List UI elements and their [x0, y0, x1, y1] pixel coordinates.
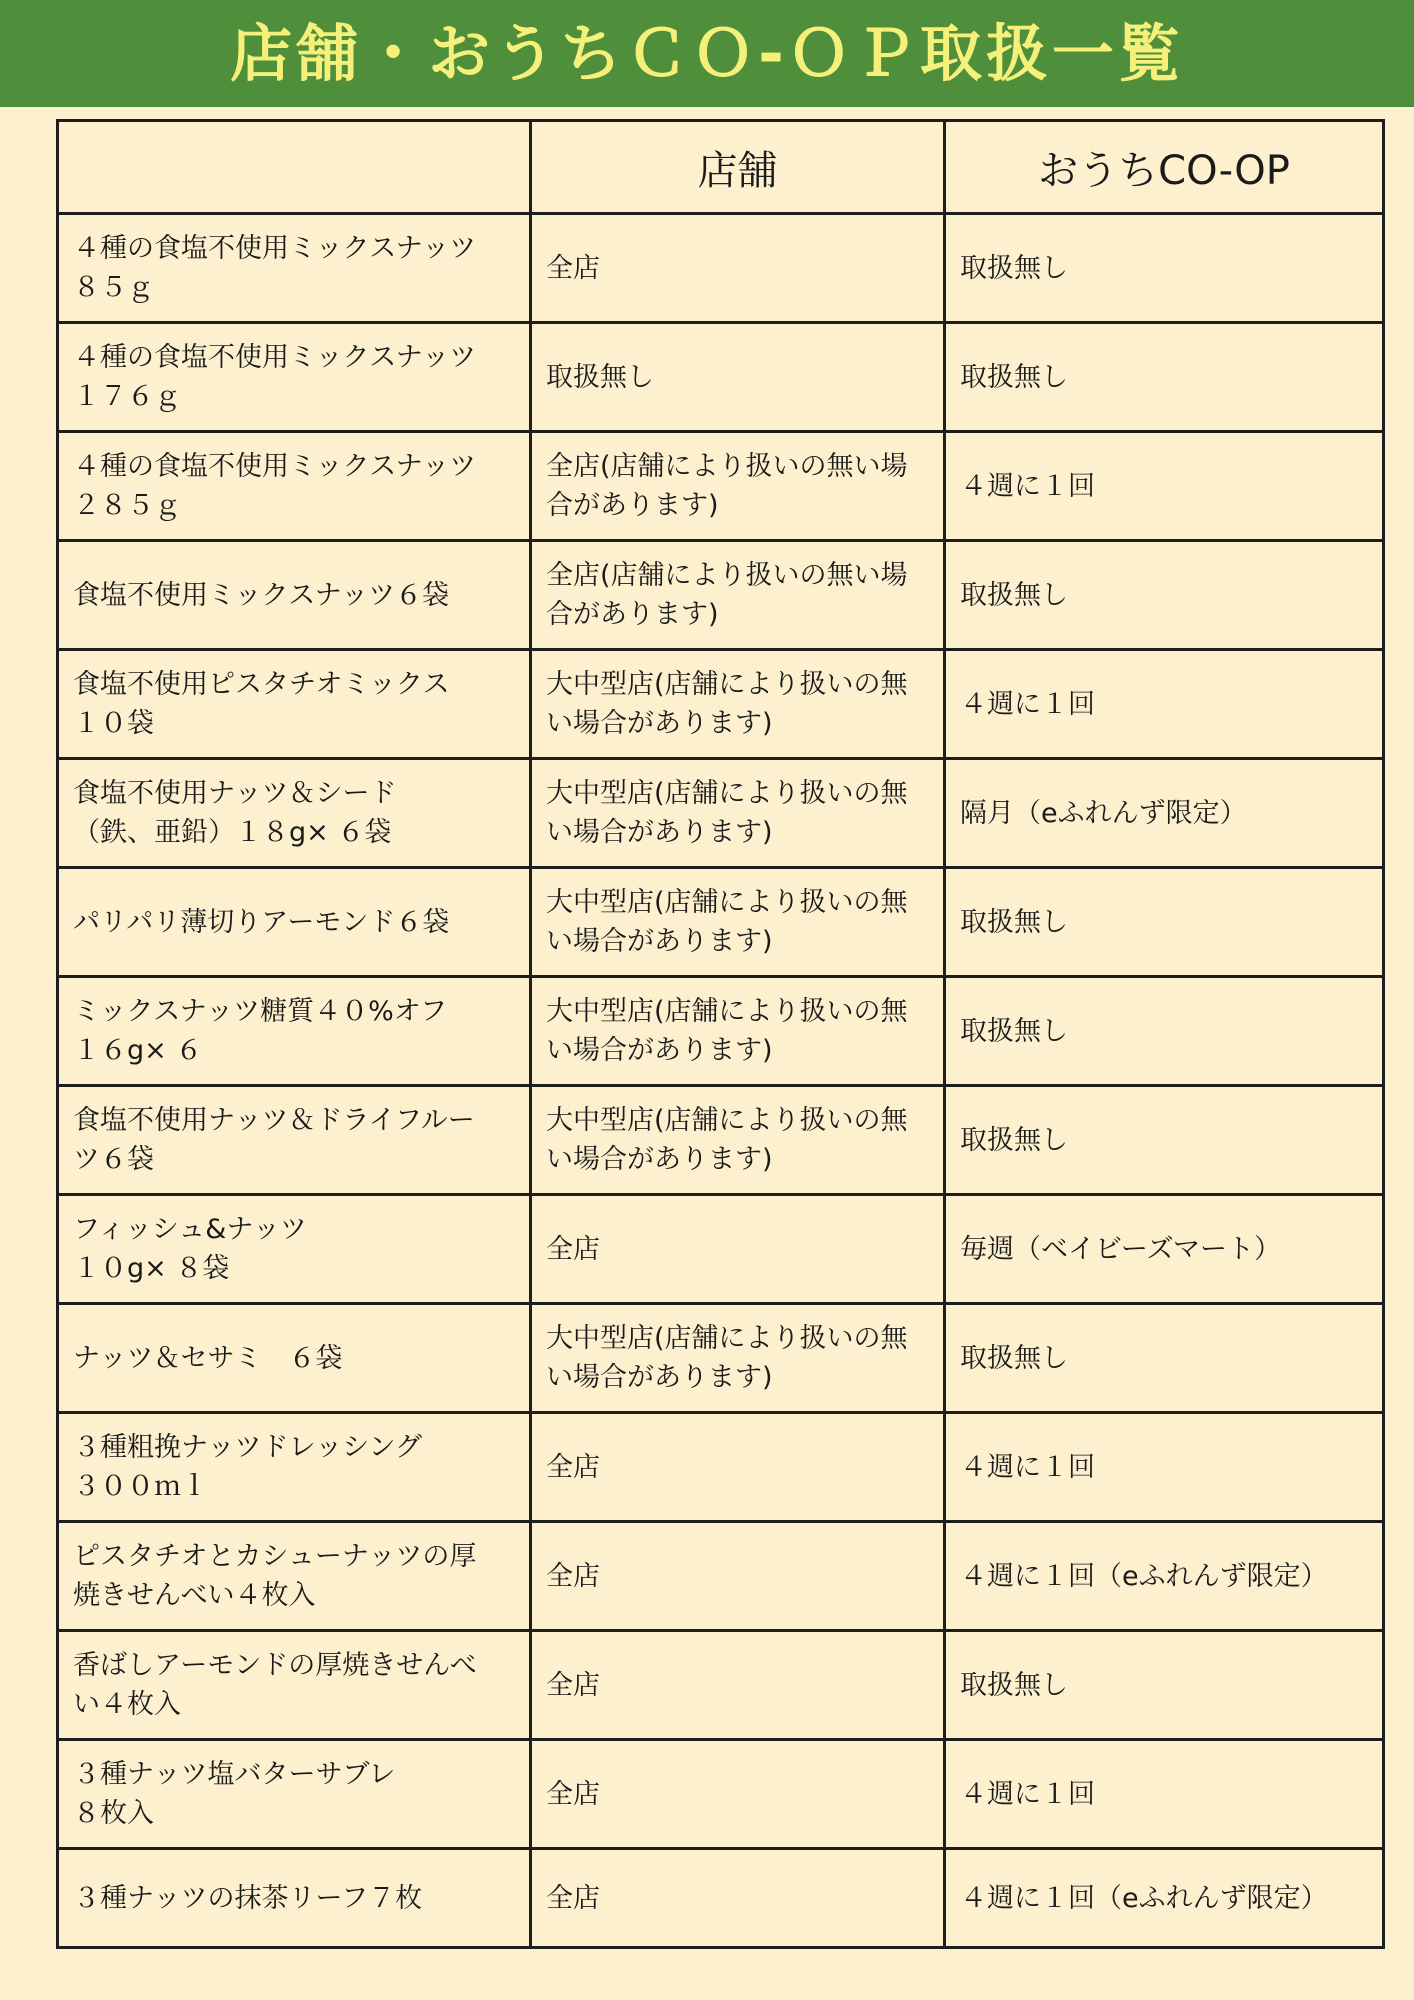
store-availability-cell: 大中型店(店舗により扱いの無 い場合があります) [531, 759, 945, 868]
table-row [58, 214, 1384, 323]
product-name-cell: ３種粗挽ナッツドレッシング ３００ｍｌ [58, 1413, 531, 1522]
coop-availability-cell: 取扱無し [945, 323, 1384, 432]
table-row [58, 1522, 1384, 1631]
store-availability-cell: 全店 [531, 214, 945, 323]
product-name-cell: ４種の食塩不使用ミックスナッツ ２８５ｇ [58, 432, 531, 541]
coop-availability-cell: ４週に１回（eふれんず限定） [945, 1522, 1384, 1631]
table-row [58, 650, 1384, 759]
store-availability-cell: 取扱無し [531, 323, 945, 432]
title-banner [0, 0, 1414, 107]
product-name-cell: ナッツ＆セサミ ６袋 [58, 1304, 531, 1413]
table-row [58, 1195, 1384, 1304]
store-availability-cell: 全店 [531, 1740, 945, 1849]
table-row [58, 1631, 1384, 1740]
store-availability-cell: 大中型店(店舗により扱いの無 い場合があります) [531, 650, 945, 759]
product-name-cell: 香ばしアーモンドの厚焼きせんべ い４枚入 [58, 1631, 531, 1740]
store-availability-cell: 大中型店(店舗により扱いの無 い場合があります) [531, 977, 945, 1086]
store-availability-cell: 全店 [531, 1413, 945, 1522]
coop-availability-cell: ４週に１回 [945, 1740, 1384, 1849]
table-row [58, 432, 1384, 541]
store-availability-cell: 全店 [531, 1195, 945, 1304]
page-title: 店舗・おうちＣＯ-ＯＰ取扱一覧 [230, 16, 1184, 90]
table-row [58, 541, 1384, 650]
coop-availability-cell: 取扱無し [945, 214, 1384, 323]
table-row [58, 977, 1384, 1086]
coop-availability-cell: 取扱無し [945, 1304, 1384, 1413]
store-availability-cell: 大中型店(店舗により扱いの無 い場合があります) [531, 1304, 945, 1413]
header-row [58, 121, 1384, 214]
store-availability-cell: 全店 [531, 1631, 945, 1740]
table-row [58, 1413, 1384, 1522]
coop-availability-cell: ４週に１回（eふれんず限定） [945, 1849, 1384, 1948]
coop-availability-cell: 隔月（eふれんず限定） [945, 759, 1384, 868]
coop-availability-cell: 取扱無し [945, 1086, 1384, 1195]
coop-availability-cell: 取扱無し [945, 541, 1384, 650]
header-store: 店舗 [531, 121, 945, 214]
product-name-cell: 食塩不使用ナッツ＆ドライフルー ツ６袋 [58, 1086, 531, 1195]
product-name-cell: ３種ナッツの抹茶リーフ７枚 [58, 1849, 531, 1948]
table-row [58, 1849, 1384, 1948]
table-row [58, 1740, 1384, 1849]
product-name-cell: ３種ナッツ塩バターサブレ ８枚入 [58, 1740, 531, 1849]
coop-availability-cell: 毎週（ベイビーズマート） [945, 1195, 1384, 1304]
table-row [58, 759, 1384, 868]
product-name-cell: ミックスナッツ糖質４０%オフ １６g× ６ [58, 977, 531, 1086]
product-name-cell: ４種の食塩不使用ミックスナッツ ８５ｇ [58, 214, 531, 323]
availability-table-wrapper [56, 119, 1382, 1949]
product-name-cell: 食塩不使用ミックスナッツ６袋 [58, 541, 531, 650]
header-coop: おうちCO-OP [945, 121, 1384, 214]
product-name-cell: 食塩不使用ピスタチオミックス １０袋 [58, 650, 531, 759]
product-name-cell: ４種の食塩不使用ミックスナッツ １７６ｇ [58, 323, 531, 432]
coop-availability-cell: ４週に１回 [945, 1413, 1384, 1522]
coop-availability-cell: ４週に１回 [945, 650, 1384, 759]
table-row [58, 1304, 1384, 1413]
availability-table [56, 119, 1385, 1949]
table-row [58, 323, 1384, 432]
product-name-cell: フィッシュ&ナッツ １０g× ８袋 [58, 1195, 531, 1304]
coop-availability-cell: 取扱無し [945, 868, 1384, 977]
header-product [58, 121, 531, 214]
store-availability-cell: 全店 [531, 1849, 945, 1948]
store-availability-cell: 全店 [531, 1522, 945, 1631]
store-availability-cell: 大中型店(店舗により扱いの無 い場合があります) [531, 1086, 945, 1195]
product-name-cell: 食塩不使用ナッツ＆シード （鉄、亜鉛）１８g× ６袋 [58, 759, 531, 868]
coop-availability-cell: 取扱無し [945, 1631, 1384, 1740]
product-name-cell: ピスタチオとカシューナッツの厚 焼きせんべい４枚入 [58, 1522, 531, 1631]
store-availability-cell: 全店(店舗により扱いの無い場 合があります) [531, 541, 945, 650]
store-availability-cell: 大中型店(店舗により扱いの無 い場合があります) [531, 868, 945, 977]
table-row [58, 1086, 1384, 1195]
store-availability-cell: 全店(店舗により扱いの無い場 合があります) [531, 432, 945, 541]
product-name-cell: パリパリ薄切りアーモンド６袋 [58, 868, 531, 977]
coop-availability-cell: ４週に１回 [945, 432, 1384, 541]
table-row [58, 868, 1384, 977]
coop-availability-cell: 取扱無し [945, 977, 1384, 1086]
